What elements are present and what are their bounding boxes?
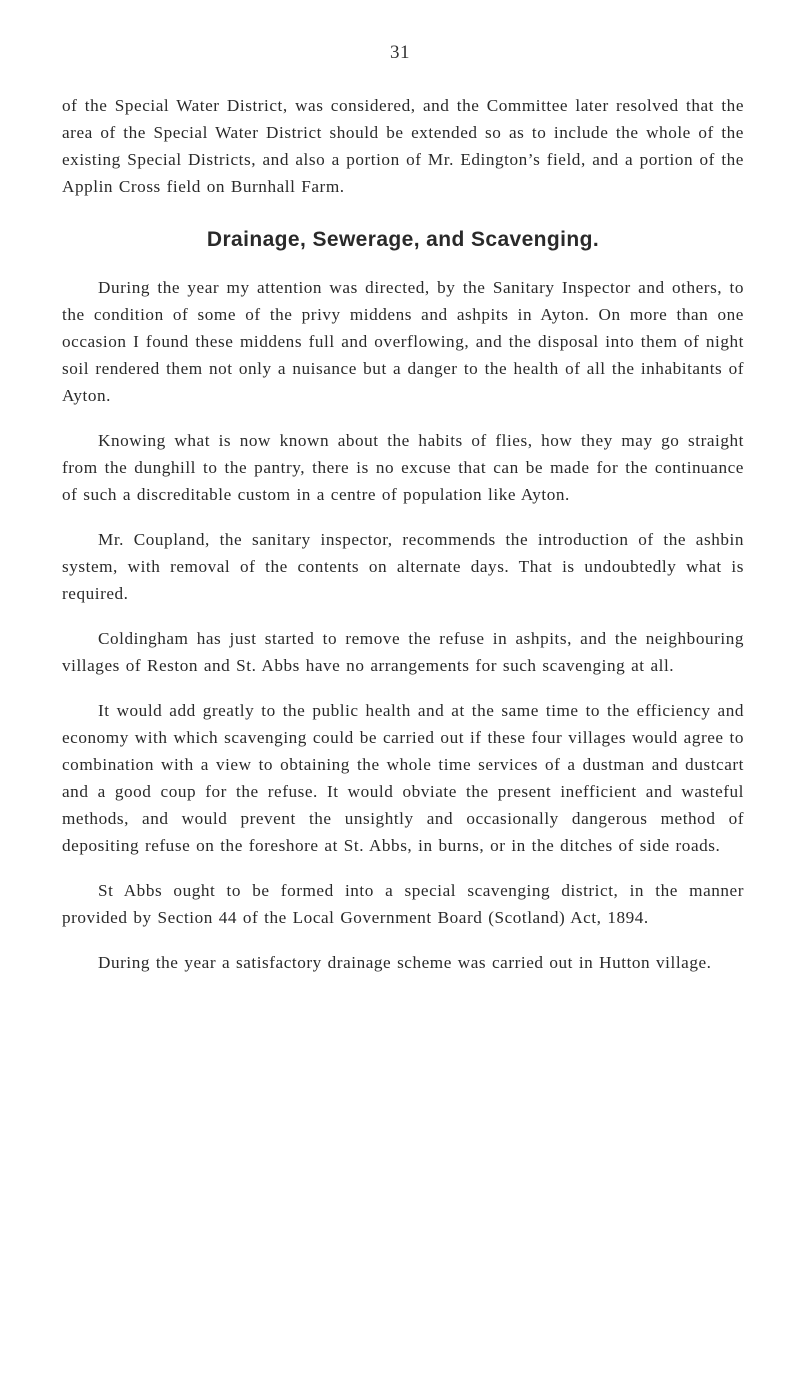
paragraph-middens: During the year my attention was directed, by the Sanitary Inspector and others, to the condition of some of the privy middens and ashpits in Ayton. On more than one occasion I found these middens full and overflowing, and the disposal into them of night soil rendered them not only a nuisance but a danger to the health of all the inhabitants of Ayton. bbox=[62, 278, 744, 405]
section-heading: Drainage, Sewerage, and Scavenging. bbox=[206, 228, 600, 251]
page-number: 31 bbox=[390, 42, 410, 63]
paragraph-combination: It would add greatly to the public health and at the same time to the efficiency and economy with which scavenging could be carried out if these four villages would agree to combination with a view to obtaining the whole time services of a dustman and dustcart and a good coup for the refuse. It would obviate the present inefficient and wasteful methods, and would prevent the unsightly and occasionally dangerous method of depositing refuse on the foreshore at St. Abbs, in burns, or in the ditches of side roads. bbox=[62, 701, 744, 855]
paragraph-st-abbs: St Abbs ought to be formed into a special scavenging district, in the manner provided by Section 44 of the Local Government Board (Scotland) Act, 1894. bbox=[62, 881, 744, 927]
paragraph-ashbin: Mr. Coupland, the sanitary inspector, recommends the introduction of the ashbin system, with removal of the contents on alternate days. That is undoubtedly what is required. bbox=[62, 530, 744, 603]
paragraph-flies: Knowing what is now known about the habits of flies, how they may go straight from the dunghill to the pantry, there is no excuse that can be made for the continuance of such a discreditable custom in a centre of population like Ayton. bbox=[62, 431, 744, 504]
paragraph-coldingham: Coldingham has just started to remove the refuse in ashpits, and the neighbouring villages of Reston and St. Abbs have no arrangements for such scavenging at all. bbox=[62, 629, 744, 675]
paragraph-hutton: During the year a satisfactory drainage scheme was carried out in Hutton village. bbox=[98, 953, 712, 972]
intro-paragraph: of the Special Water District, was considered, and the Committee later resolved that the area of the Special Water District should be extended so as to include the whole of the existing Special Districts, and also a portion of Mr. Edington’s field, and a portion of the Applin Cross field on Burnhall Farm. bbox=[62, 96, 744, 196]
page-body bbox=[62, 92, 744, 976]
